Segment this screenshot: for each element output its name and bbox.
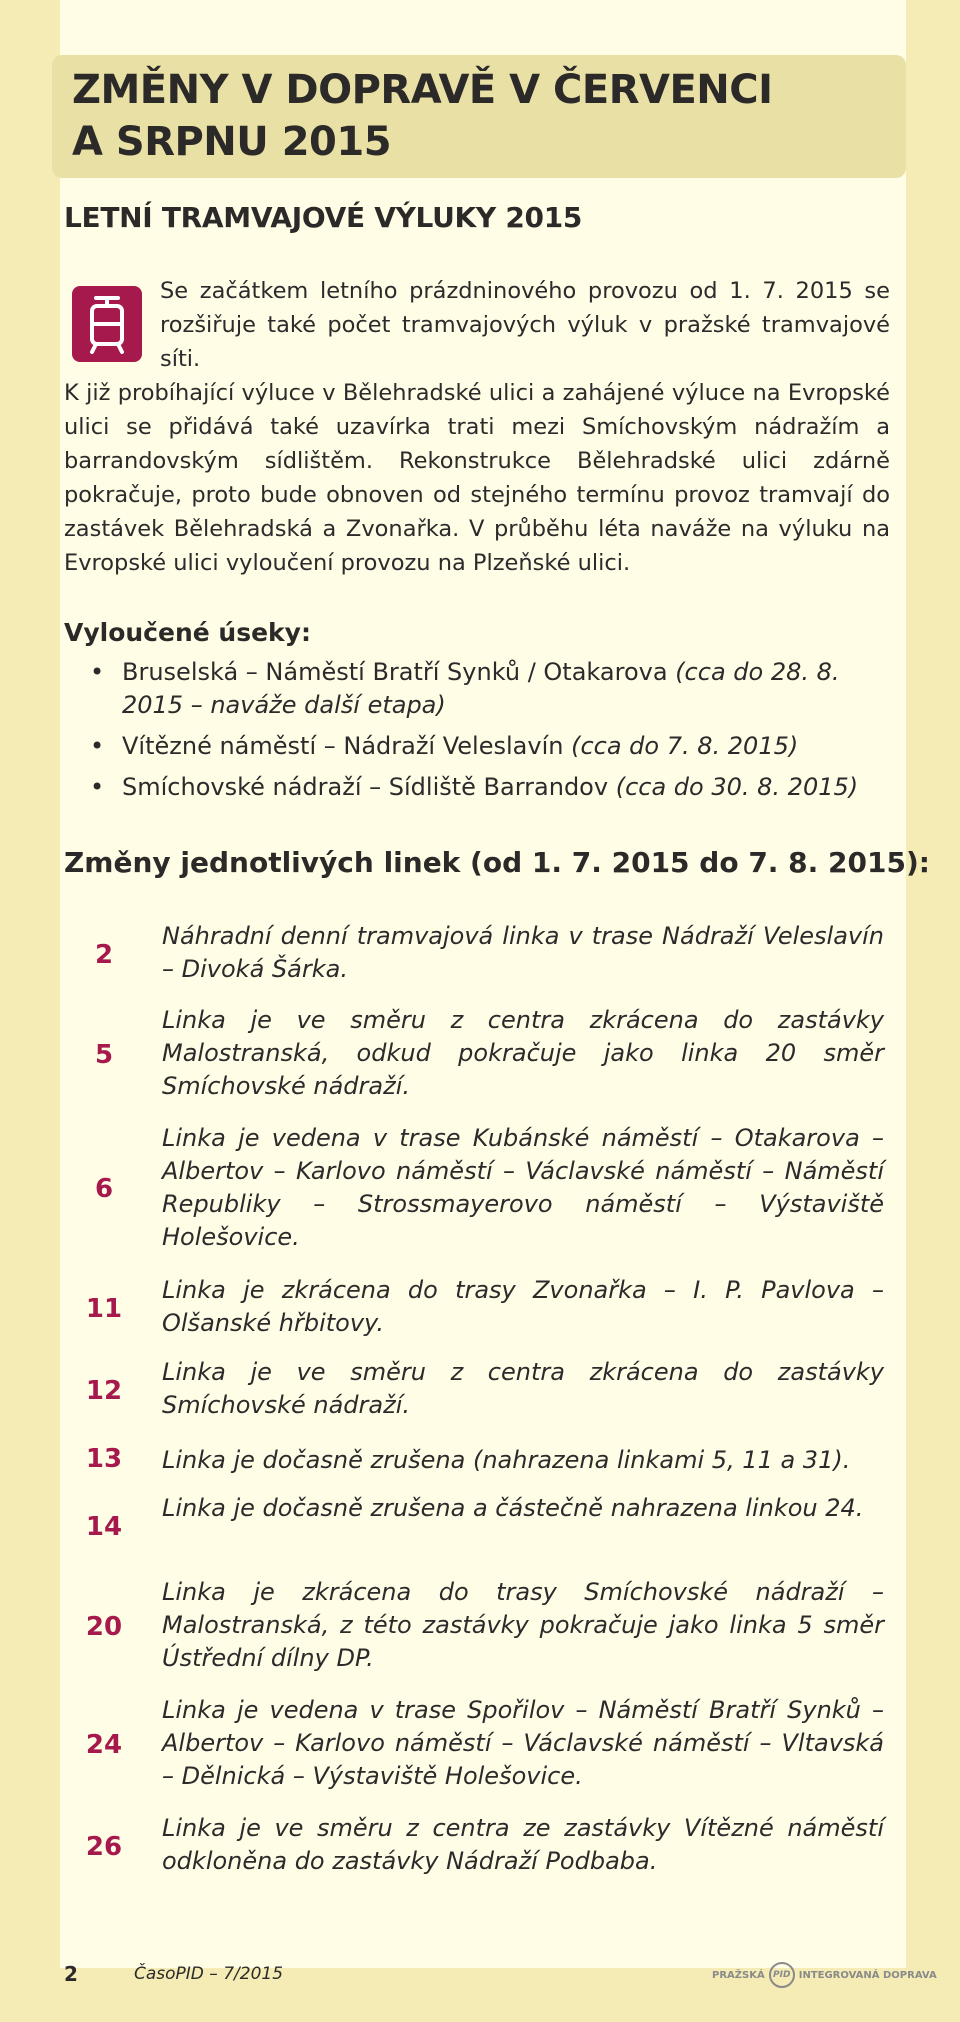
title-line-2: A SRPNU 2015 — [72, 119, 392, 165]
page-number: 2 — [64, 1962, 78, 1986]
list-item — [92, 656, 902, 722]
line-number: 6 — [94, 1174, 114, 1204]
section-note: (cca do 30. 8. 2015) — [615, 773, 859, 801]
line-number: 12 — [85, 1376, 123, 1406]
section-route: Bruselská – Náměstí Bratří Synků / Otakarova — [122, 658, 668, 686]
section-note: (cca do 7. 8. 2015) — [571, 732, 799, 760]
line-description: Linka je vedena v trase Kubánské náměstí – Otakarova – Albertov – Karlovo náměstí – Václavské náměstí – Náměstí Republiky – Strossmayerovo náměstí – Výstaviště Holešovice. — [162, 1124, 884, 1251]
title-line-1: ZMĚNY V DOPRAVĚ V ČERVENCI — [72, 67, 773, 113]
section-heading: LETNÍ TRAMVAJOVÉ VÝLUKY 2015 — [64, 201, 583, 234]
section-route: Vítězné náměstí – Nádraží Veleslavín — [122, 732, 564, 760]
line-number: 13 — [85, 1444, 123, 1474]
excluded-sections-heading: Vyloučené úseky: — [64, 618, 311, 647]
pid-brand-logo — [712, 1962, 937, 1988]
page-title — [72, 64, 773, 168]
line-number: 2 — [94, 940, 114, 970]
excluded-sections-list — [92, 656, 902, 812]
magazine-issue: ČasoPID – 7/2015 — [134, 1964, 284, 1984]
line-description: Náhradní denní tramvajová linka v trase Nádraží Veleslavín – Divoká Šárka. — [162, 922, 884, 983]
intro-paragraph-start: Se začátkem letního prázdninového provozu od 1. 7. 2015 se rozšiřuje také počet tramvajových výluk v pražské tramvajové síti. — [160, 278, 890, 372]
line-description: Linka je ve směru z centra ze zastávky Vítězné náměstí odkloněna do zastávky Nádraží Podbaba. — [162, 1814, 884, 1875]
line-description: Linka je dočasně zrušena (nahrazena linkami 5, 11 a 31). — [162, 1446, 851, 1474]
line-description: Linka je dočasně zrušena a částečně nahrazena linkou 24. — [162, 1494, 864, 1522]
tram-icon — [72, 286, 142, 362]
line-number: 26 — [85, 1832, 123, 1862]
line-number: 24 — [85, 1730, 123, 1760]
brand-right-text: INTEGROVANÁ DOPRAVA — [798, 1969, 937, 1981]
line-changes-heading: Změny jednotlivých linek (od 1. 7. 2015 do 7. 8. 2015): — [64, 846, 930, 879]
line-description: Linka je ve směru z centra zkrácena do zastávky Malostranská, odkud pokračuje jako linka 20 směr Smíchovské nádraží. — [162, 1006, 884, 1100]
pid-logo-icon: PID — [769, 1962, 795, 1988]
line-description: Linka je zkrácena do trasy Zvonařka – I. P. Pavlova – Olšanské hřbitovy. — [162, 1276, 884, 1337]
section-note: (cca do 28. 8. 2015 – naváže další etapa) — [122, 658, 840, 719]
line-description: Linka je zkrácena do trasy Smíchovské nádraží – Malostranská, z této zastávky pokračuje jako linka 5 směr Ústřední dílny DP. — [162, 1578, 884, 1672]
brand-left-text: PRAŽSKÁ — [712, 1969, 765, 1981]
list-item — [92, 771, 902, 804]
section-route: Smíchovské nádraží – Sídliště Barrandov — [122, 773, 609, 801]
line-number: 11 — [85, 1294, 123, 1324]
intro-paragraph-continued: K již probíhající výluce v Bělehradské ulici a zahájené výluce na Evropské ulici se přidává také uzavírka trati mezi Smíchovským nádražím a barrandovským sídlištěm. Rekonstrukce Bělehradské ulici zdárně pokračuje, proto bude obnoven od stejného termínu provoz tramvají do zastávek Bělehradská a Zvonařka. V průběhu léta naváže na výluku na Evropské ulici vyloučení provozu na Plzeňské ulici. — [64, 380, 890, 576]
line-description: Linka je vedena v trase Spořilov – Náměstí Bratří Synků – Albertov – Karlovo náměstí – Václavské náměstí – Vltavská – Dělnická – Výstaviště Holešovice. — [162, 1696, 884, 1790]
list-item — [92, 730, 902, 763]
line-number: 5 — [94, 1040, 114, 1070]
line-description: Linka je ve směru z centra zkrácena do zastávky Smíchovské nádraží. — [162, 1358, 884, 1419]
line-number: 14 — [85, 1512, 123, 1542]
line-number: 20 — [85, 1612, 123, 1642]
